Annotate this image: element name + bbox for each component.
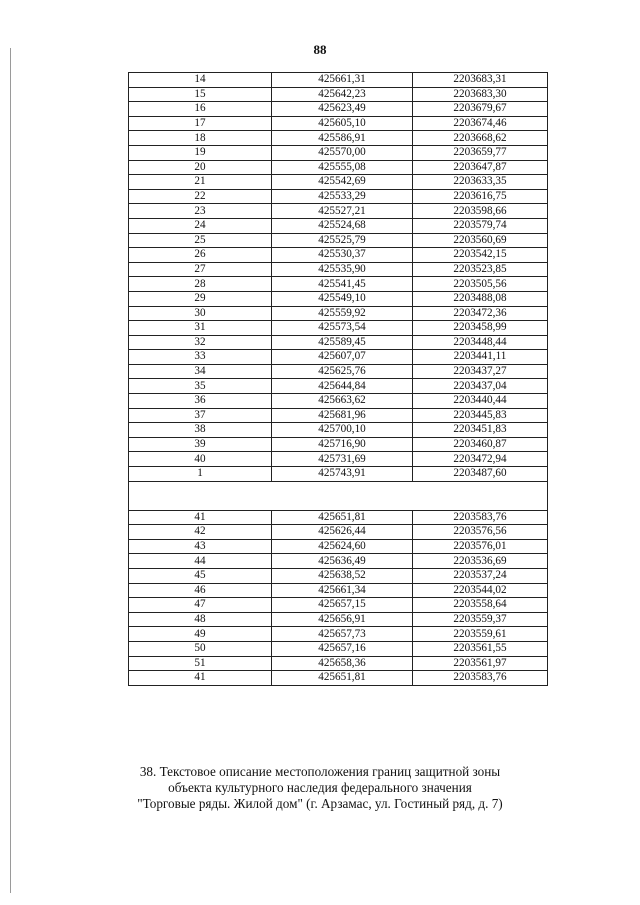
y-coordinate-cell: 2203583,76 <box>413 671 548 686</box>
point-number-cell: 33 <box>129 350 272 365</box>
x-coordinate-cell: 425535,90 <box>272 262 413 277</box>
point-number-cell: 29 <box>129 291 272 306</box>
table-row <box>129 627 548 642</box>
x-coordinate-cell: 425542,69 <box>272 175 413 190</box>
table-row <box>129 131 548 146</box>
table-row <box>129 379 548 394</box>
y-coordinate-cell: 2203487,60 <box>413 467 548 482</box>
y-coordinate-cell: 2203488,08 <box>413 291 548 306</box>
point-number-cell: 44 <box>129 554 272 569</box>
point-number-cell: 17 <box>129 116 272 131</box>
x-coordinate-cell: 425541,45 <box>272 277 413 292</box>
table-row <box>129 335 548 350</box>
x-coordinate-cell: 425589,45 <box>272 335 413 350</box>
y-coordinate-cell: 2203659,77 <box>413 145 548 160</box>
x-coordinate-cell: 425527,21 <box>272 204 413 219</box>
table-row <box>129 394 548 409</box>
table-row <box>129 408 548 423</box>
y-coordinate-cell: 2203579,74 <box>413 218 548 233</box>
x-coordinate-cell: 425623,49 <box>272 102 413 117</box>
point-number-cell: 43 <box>129 539 272 554</box>
table-row <box>129 350 548 365</box>
table-row <box>129 87 548 102</box>
table-row <box>129 598 548 613</box>
point-number-cell: 41 <box>129 510 272 525</box>
table-row <box>129 437 548 452</box>
point-number-cell: 22 <box>129 189 272 204</box>
point-number-cell: 34 <box>129 364 272 379</box>
x-coordinate-cell: 425638,52 <box>272 569 413 584</box>
table-row <box>129 452 548 467</box>
y-coordinate-cell: 2203523,85 <box>413 262 548 277</box>
table-row <box>129 539 548 554</box>
x-coordinate-cell: 425700,10 <box>272 423 413 438</box>
y-coordinate-cell: 2203460,87 <box>413 437 548 452</box>
table-row <box>129 306 548 321</box>
section-caption <box>100 764 540 812</box>
point-number-cell: 16 <box>129 102 272 117</box>
x-coordinate-cell: 425681,96 <box>272 408 413 423</box>
x-coordinate-cell: 425658,36 <box>272 656 413 671</box>
y-coordinate-cell: 2203561,55 <box>413 641 548 656</box>
point-number-cell: 23 <box>129 204 272 219</box>
point-number-cell: 51 <box>129 656 272 671</box>
point-number-cell: 42 <box>129 525 272 540</box>
y-coordinate-cell: 2203560,69 <box>413 233 548 248</box>
y-coordinate-cell: 2203576,56 <box>413 525 548 540</box>
point-number-cell: 50 <box>129 641 272 656</box>
y-coordinate-cell: 2203598,66 <box>413 204 548 219</box>
y-coordinate-cell: 2203679,67 <box>413 102 548 117</box>
y-coordinate-cell: 2203576,01 <box>413 539 548 554</box>
table-row <box>129 145 548 160</box>
table-separator-cell <box>129 481 548 510</box>
point-number-cell: 25 <box>129 233 272 248</box>
table-row <box>129 233 548 248</box>
y-coordinate-cell: 2203683,31 <box>413 73 548 88</box>
table-row <box>129 189 548 204</box>
caption-line-3: "Торговые ряды. Жилой дом" (г. Арзамас, ул. Гостиный ряд, д. 7) <box>137 796 503 811</box>
x-coordinate-cell: 425651,81 <box>272 671 413 686</box>
point-number-cell: 18 <box>129 131 272 146</box>
y-coordinate-cell: 2203451,83 <box>413 423 548 438</box>
point-number-cell: 28 <box>129 277 272 292</box>
table-row <box>129 248 548 263</box>
x-coordinate-cell: 425586,91 <box>272 131 413 146</box>
x-coordinate-cell: 425625,76 <box>272 364 413 379</box>
x-coordinate-cell: 425525,79 <box>272 233 413 248</box>
table-row <box>129 291 548 306</box>
x-coordinate-cell: 425555,08 <box>272 160 413 175</box>
point-number-cell: 48 <box>129 612 272 627</box>
y-coordinate-cell: 2203440,44 <box>413 394 548 409</box>
x-coordinate-cell: 425657,16 <box>272 641 413 656</box>
x-coordinate-cell: 425743,91 <box>272 467 413 482</box>
point-number-cell: 35 <box>129 379 272 394</box>
point-number-cell: 32 <box>129 335 272 350</box>
y-coordinate-cell: 2203559,61 <box>413 627 548 642</box>
table-row <box>129 204 548 219</box>
point-number-cell: 49 <box>129 627 272 642</box>
x-coordinate-cell: 425549,10 <box>272 291 413 306</box>
caption-line-1: 38. Текстовое описание местоположения границ защитной зоны <box>139 764 501 779</box>
point-number-cell: 27 <box>129 262 272 277</box>
x-coordinate-cell: 425559,92 <box>272 306 413 321</box>
table-row <box>129 641 548 656</box>
x-coordinate-cell: 425661,34 <box>272 583 413 598</box>
y-coordinate-cell: 2203674,46 <box>413 116 548 131</box>
x-coordinate-cell: 425636,49 <box>272 554 413 569</box>
table-row <box>129 218 548 233</box>
table-row <box>129 102 548 117</box>
x-coordinate-cell: 425657,15 <box>272 598 413 613</box>
y-coordinate-cell: 2203558,64 <box>413 598 548 613</box>
y-coordinate-cell: 2203668,62 <box>413 131 548 146</box>
coordinates-table-body <box>129 73 548 686</box>
point-number-cell: 31 <box>129 321 272 336</box>
y-coordinate-cell: 2203561,97 <box>413 656 548 671</box>
x-coordinate-cell: 425716,90 <box>272 437 413 452</box>
point-number-cell: 15 <box>129 87 272 102</box>
table-row <box>129 277 548 292</box>
point-number-cell: 38 <box>129 423 272 438</box>
caption-line-2: объекта культурного наследия федерального значения <box>168 780 472 795</box>
x-coordinate-cell: 425657,73 <box>272 627 413 642</box>
y-coordinate-cell: 2203537,24 <box>413 569 548 584</box>
y-coordinate-cell: 2203472,36 <box>413 306 548 321</box>
table-row <box>129 116 548 131</box>
table-row <box>129 656 548 671</box>
y-coordinate-cell: 2203441,11 <box>413 350 548 365</box>
point-number-cell: 24 <box>129 218 272 233</box>
x-coordinate-cell: 425644,84 <box>272 379 413 394</box>
page-number: 88 <box>313 42 327 57</box>
table-row <box>129 671 548 686</box>
y-coordinate-cell: 2203437,27 <box>413 364 548 379</box>
table-row <box>129 583 548 598</box>
table-row <box>129 364 548 379</box>
table-separator-row <box>129 481 548 510</box>
point-number-cell: 20 <box>129 160 272 175</box>
y-coordinate-cell: 2203505,56 <box>413 277 548 292</box>
table-row <box>129 554 548 569</box>
y-coordinate-cell: 2203536,69 <box>413 554 548 569</box>
table-row <box>129 423 548 438</box>
x-coordinate-cell: 425530,37 <box>272 248 413 263</box>
x-coordinate-cell: 425651,81 <box>272 510 413 525</box>
point-number-cell: 37 <box>129 408 272 423</box>
point-number-cell: 36 <box>129 394 272 409</box>
x-coordinate-cell: 425642,23 <box>272 87 413 102</box>
y-coordinate-cell: 2203559,37 <box>413 612 548 627</box>
point-number-cell: 14 <box>129 73 272 88</box>
scan-edge-line <box>10 48 11 893</box>
x-coordinate-cell: 425607,07 <box>272 350 413 365</box>
y-coordinate-cell: 2203437,04 <box>413 379 548 394</box>
x-coordinate-cell: 425626,44 <box>272 525 413 540</box>
y-coordinate-cell: 2203583,76 <box>413 510 548 525</box>
table-row <box>129 175 548 190</box>
y-coordinate-cell: 2203683,30 <box>413 87 548 102</box>
table-row <box>129 160 548 175</box>
y-coordinate-cell: 2203458,99 <box>413 321 548 336</box>
x-coordinate-cell: 425570,00 <box>272 145 413 160</box>
y-coordinate-cell: 2203445,83 <box>413 408 548 423</box>
x-coordinate-cell: 425656,91 <box>272 612 413 627</box>
point-number-cell: 47 <box>129 598 272 613</box>
y-coordinate-cell: 2203542,15 <box>413 248 548 263</box>
point-number-cell: 26 <box>129 248 272 263</box>
table-row <box>129 525 548 540</box>
point-number-cell: 19 <box>129 145 272 160</box>
y-coordinate-cell: 2203616,75 <box>413 189 548 204</box>
table-row <box>129 467 548 482</box>
x-coordinate-cell: 425624,60 <box>272 539 413 554</box>
table-row <box>129 73 548 88</box>
x-coordinate-cell: 425661,31 <box>272 73 413 88</box>
x-coordinate-cell: 425533,29 <box>272 189 413 204</box>
y-coordinate-cell: 2203472,94 <box>413 452 548 467</box>
table-row <box>129 612 548 627</box>
y-coordinate-cell: 2203544,02 <box>413 583 548 598</box>
table-row <box>129 510 548 525</box>
point-number-cell: 45 <box>129 569 272 584</box>
point-number-cell: 21 <box>129 175 272 190</box>
x-coordinate-cell: 425524,68 <box>272 218 413 233</box>
point-number-cell: 1 <box>129 467 272 482</box>
point-number-cell: 39 <box>129 437 272 452</box>
x-coordinate-cell: 425663,62 <box>272 394 413 409</box>
point-number-cell: 30 <box>129 306 272 321</box>
x-coordinate-cell: 425605,10 <box>272 116 413 131</box>
x-coordinate-cell: 425731,69 <box>272 452 413 467</box>
table-row <box>129 569 548 584</box>
y-coordinate-cell: 2203448,44 <box>413 335 548 350</box>
point-number-cell: 41 <box>129 671 272 686</box>
x-coordinate-cell: 425573,54 <box>272 321 413 336</box>
table-row <box>129 262 548 277</box>
y-coordinate-cell: 2203647,87 <box>413 160 548 175</box>
point-number-cell: 46 <box>129 583 272 598</box>
y-coordinate-cell: 2203633,35 <box>413 175 548 190</box>
table-row <box>129 321 548 336</box>
coordinates-table <box>128 72 548 686</box>
point-number-cell: 40 <box>129 452 272 467</box>
